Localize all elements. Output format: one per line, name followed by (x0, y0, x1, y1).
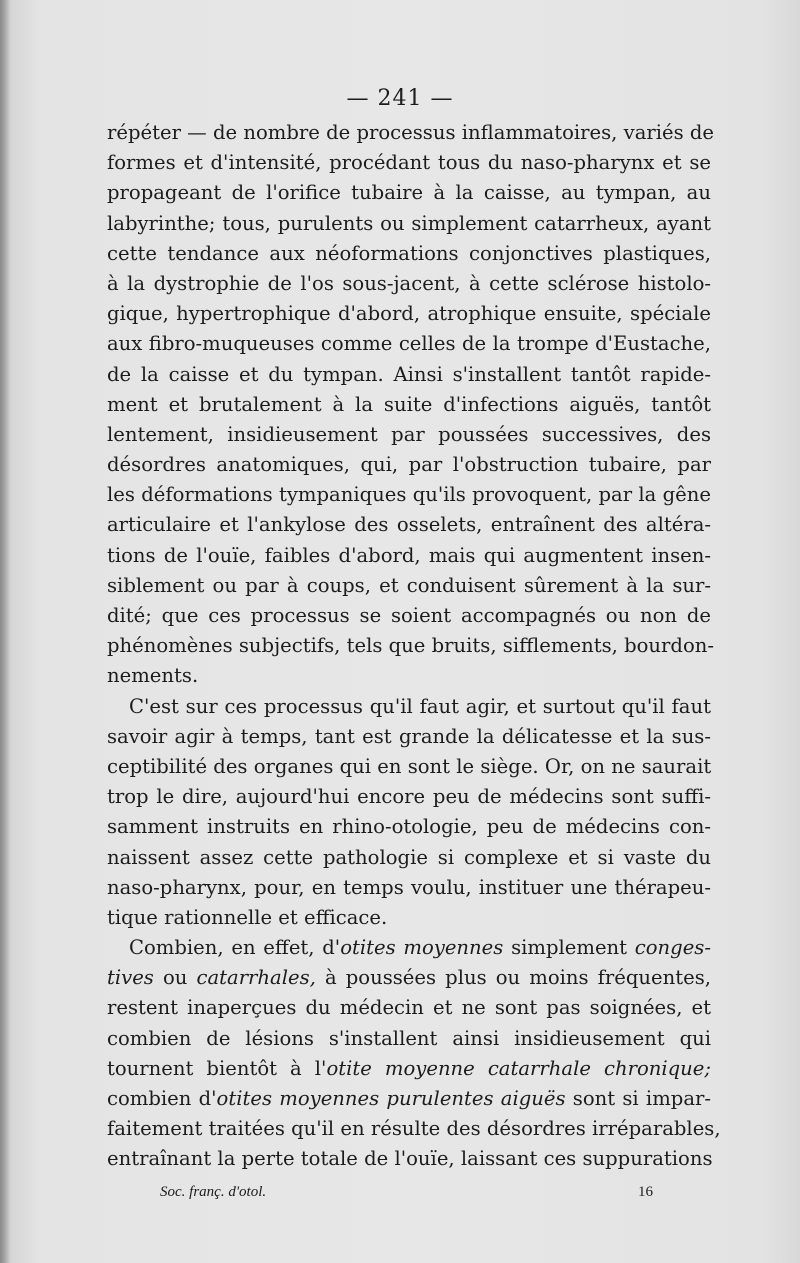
text-line: gique, hypertrophique d'abord, atrophique ensuite, spéciale (107, 302, 711, 326)
text-line: désordres anatomiques, qui, par l'obstruction tubaire, par (107, 453, 711, 477)
body-text (107, 118, 721, 1175)
text-line: ceptibilité des organes qui en sont le siège. Or, on ne saurait (107, 754, 712, 778)
text-line (107, 1054, 711, 1084)
text-run: combien d' (107, 1087, 217, 1110)
text-run: Combien, en effet, d' (129, 936, 341, 960)
text-line: répéter — de nombre de processus inflammatoires, variés de (107, 121, 715, 144)
text-line: de la caisse et du tympan. Ainsi s'installent tantôt rapide- (107, 362, 711, 386)
text-line: tique rationnelle et efficace. (107, 905, 388, 929)
text-line: formes et d'intensité, procédant tous du naso-pharynx et se (107, 151, 711, 175)
text-line: propageant de l'orifice tubaire à la caisse, au tympan, au (107, 181, 711, 205)
text-line: aux fibro-muqueuses comme celles de la trompe d'Eustache, (107, 332, 711, 356)
text-run: sont si impar- (565, 1087, 711, 1110)
text-line: ment et brutalement à la suite d'infections aiguës, tantôt (107, 392, 711, 416)
text-line: dité; que ces processus se soient accompagnés ou non de (107, 604, 711, 627)
text-line: cette tendance aux néoformations conjonctives plastiques, (107, 241, 711, 265)
text-line (107, 933, 711, 963)
text-line: samment instruits en rhino-otologie, peu de médecins con- (107, 815, 711, 839)
text-run: ou (153, 966, 197, 990)
italic-run: otite moyenne catarrhale chronique; (326, 1056, 711, 1080)
text-line: à la dystrophie de l'os sous-jacent, à cette sclérose histolo- (107, 271, 711, 295)
text-line (107, 963, 711, 993)
signature-mark: 16 (638, 1184, 653, 1200)
text-line: C'est sur ces processus qu'il faut agir, et surtout qu'il faut (129, 694, 711, 718)
italic-run: catarrhales, (196, 966, 316, 990)
text-line: lentement, insidieusement par poussées successives, des (107, 422, 711, 446)
journal-title: Soc. franç. d'otol. (160, 1184, 267, 1200)
text-line (107, 1084, 711, 1114)
text-line: faitement traitées qu'il en résulte des désordres irréparables, (107, 1117, 721, 1141)
text-run: à poussées plus ou moins fréquentes, (315, 966, 711, 990)
italic-run: tives (107, 966, 154, 990)
text-line: savoir agir à temps, tant est grande la délicatesse et la sus- (107, 724, 711, 748)
text-line: restent inaperçues du médecin et ne sont pas soignées, et (107, 996, 711, 1020)
text-line: articulaire et l'ankylose des osselets, entraînent des altéra- (107, 513, 711, 537)
text-line: combien de lésions s'installent ainsi insidieusement qui (107, 1026, 711, 1050)
text-line: les déformations tympaniques qu'ils provoquent, par la gêne (107, 483, 711, 507)
text-line: naso-pharynx, pour, en temps voulu, instituer une thérapeu- (107, 875, 711, 899)
text-line: labyrinthe; tous, purulents ou simplement catarrheux, ayant (107, 211, 711, 235)
text-line: siblement ou par à coups, et conduisent sûrement à la sur- (107, 573, 711, 597)
italic-run: otites moyennes (340, 936, 504, 960)
italic-run: conges- (634, 936, 711, 960)
page-number-header: — 241 — (346, 86, 454, 111)
gutter-shadow (0, 0, 10, 1263)
text-run: simplement (503, 936, 635, 960)
text-line: trop le dire, aujourd'hui encore peu de médecins sont suffi- (107, 785, 711, 809)
text-line: phénomènes subjectifs, tels que bruits, sifflements, bourdon- (107, 634, 714, 658)
italic-run: otites moyennes purulentes aiguës (216, 1087, 566, 1110)
text-line: nements. (107, 664, 199, 688)
text-line: tions de l'ouïe, faibles d'abord, mais qui augmentent insen- (107, 543, 711, 567)
text-run: tournent bientôt à l' (107, 1056, 327, 1080)
text-line: entraînant la perte totale de l'ouïe, laissant ces suppurations (107, 1147, 713, 1171)
text-line: naissent assez cette pathologie si complexe et si vaste du (107, 845, 711, 869)
page-footer (160, 1184, 660, 1201)
